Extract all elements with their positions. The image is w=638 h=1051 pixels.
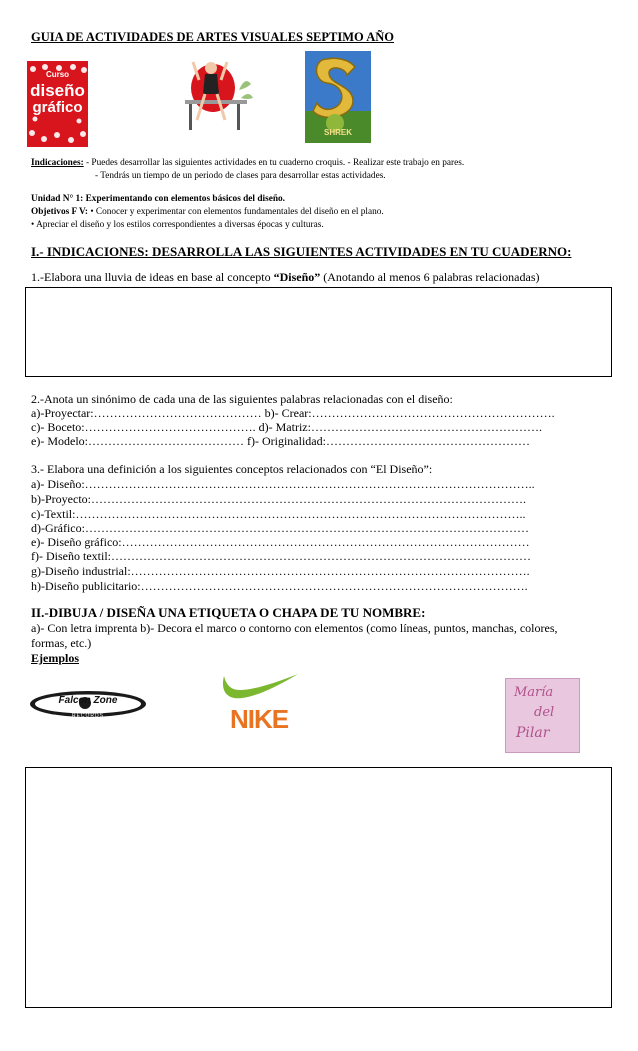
q3-row: a)- Diseño:………………………………………………………………………………………………….. [31,477,535,491]
brainstorm-answer-box[interactable] [25,287,612,377]
img-text-2: diseño [30,81,85,100]
falcon-zone-text: Falcon Zone [58,695,118,706]
woman-chair-illustration [175,50,257,140]
q3-row: d)-Gráfico:………………………………………………………………………………………………… [31,521,529,535]
q3-row: h)-Diseño publicitario:……………………………………………………………………………………. [31,579,528,593]
objectives-line-2: • Apreciar el diseño y los estilos correspondientes a diversas épocas y culturas. [31,220,324,230]
q3-row: e)- Diseño gráfico:………………………………………………………………………………………… [31,535,530,549]
objectives-line-1 [31,207,384,217]
objectives-label: Objetivos F V: [31,207,88,217]
section-1-heading: I.- INDICACIONES: DESARROLLA LAS SIGUIENTES ACTIVIDADES EN TU CUADERNO: [31,244,572,259]
logo-3-line-2: del [534,705,555,720]
section-2-line-1: a)- Con letra imprenta b)- Decora el marco o contorno con elementos (como líneas, puntos, manchas, colores, [31,621,558,635]
q1-suffix: (Anotando al menos 6 palabras relacionadas) [320,270,540,284]
nike-logo [218,668,300,736]
objectives-text: • Conocer y experimentar con elementos fundamentales del diseño en el plano. [88,207,384,217]
question-3-title: 3.- Elabora una definición a los siguientes conceptos relacionados con “El Diseño”: [31,462,433,476]
unit-title: Unidad N° 1: Experimentando con elementos básicos del diseño. [31,194,285,204]
indications-label: Indicaciones: [31,158,84,168]
q2-row: e)- Modelo:………………………………… f)- Originalidad:…………………………………………… [31,434,530,448]
falcon-zone-sub: RECORDS [71,713,104,719]
section-2-heading: II.-DIBUJA / DISEÑA UNA ETIQUETA O CHAPA DE TU NOMBRE: [31,605,426,620]
designer-chair-image [175,50,257,140]
nike-text: NIKE [229,704,289,734]
indications-text-1: - Puedes desarrollar las siguientes actividades en tu cuaderno croquis. - Realizar este trabajo en pares. [83,158,465,168]
q3-row: g)-Diseño industrial:………………………………………………………………………………………. [31,564,530,578]
img-text-1: Curso [45,70,70,79]
indications-line-1 [31,158,464,168]
diseno-grafico-image [27,61,88,147]
q3-row: b)-Proyecto:………………………………………………………………………………………………. [31,492,526,506]
name-label-drawing-box[interactable] [25,767,612,1008]
shrek-caption: SHREK [323,128,352,137]
page-title: GUIA DE ACTIVIDADES DE ARTES VISUALES SEPTIMO AÑO [31,30,394,44]
examples-label: Ejemplos [31,651,79,665]
q3-row: f)- Diseño textil:…………………………………………………………………………………………… [31,549,531,563]
shrek-poster-image [305,51,371,143]
q2-row: a)-Proyectar:…………………………………… b)- Crear:……………………………………………………. [31,406,555,420]
nike-swoosh-icon [218,668,300,708]
logo-3-line-3: Pilar [516,725,550,741]
q1-prefix: 1.-Elabora una lluvia de ideas en base al concepto [31,270,274,284]
q2-row: c)- Boceto:……………………………………. d)- Matriz:…………………………………………………. [31,420,542,434]
question-2-title: 2.-Anota un sinónimo de cada una de las siguientes palabras relacionadas con el diseño: [31,392,453,406]
logo-3-line-1: María [514,685,554,700]
question-1 [31,270,540,285]
indications-line-2: - Tendrás un tiempo de un periodo de clases para desarrollar estas actividades. [95,171,386,181]
q1-bold: “Diseño” [273,270,321,284]
section-2-line-2: formas, etc.) [31,636,92,650]
maria-del-pilar-logo [505,678,580,753]
q3-row: c)-Textil:………………………………………………………………………………………………….. [31,507,526,521]
falcon-zone-logo [28,689,148,721]
img-text-3: gráfico [32,99,83,116]
